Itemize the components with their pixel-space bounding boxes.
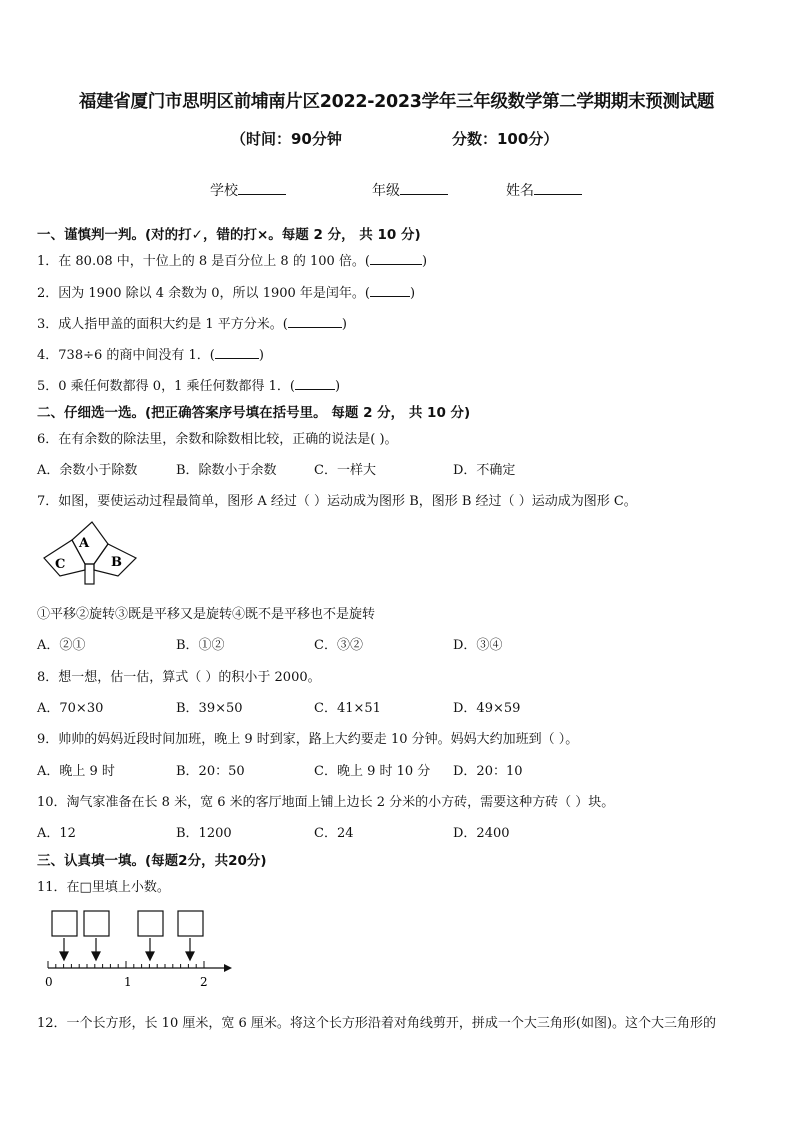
answer-blank[interactable] — [288, 315, 342, 328]
question-text: 3．成人指甲盖的面积大约是 1 平方分米。( — [37, 317, 288, 332]
option-a[interactable]: A．②① — [37, 638, 86, 653]
answer-blank[interactable] — [370, 284, 410, 297]
option-d[interactable]: D．不确定 — [453, 463, 516, 478]
question-text: 4．738÷6 的商中间没有 1．( — [37, 348, 215, 363]
question-7-choices: ①平移②旋转③既是平移又是旋转④既不是平移也不是旋转 — [37, 607, 376, 622]
answer-blank[interactable] — [370, 252, 422, 265]
option-d[interactable]: D．20：10 — [453, 764, 523, 779]
paren-close: ) — [421, 254, 428, 269]
number-line-figure — [38, 908, 238, 990]
school-blank[interactable] — [238, 180, 286, 195]
option-a[interactable]: A．晚上 9 时 — [37, 764, 115, 779]
option-a[interactable]: A．70×30 — [37, 701, 104, 716]
option-a[interactable]: A．余数小于除数 — [37, 463, 138, 478]
option-c[interactable]: C．一样大 — [314, 463, 376, 478]
question-text: 5．0 乘任何数都得 0，1 乘任何数都得 1．( — [37, 379, 295, 394]
tick-label-0: 0 — [45, 975, 53, 989]
option-b[interactable]: B．39×50 — [176, 701, 243, 716]
section3-heading: 三、认真填一填。(每题2分，共20分) — [37, 853, 267, 869]
section2-heading: 二、仔细选一选。(把正确答案序号填在括号里。 每题 2 分， 共 10 分) — [37, 405, 471, 421]
question-4 — [37, 344, 264, 363]
answer-blank[interactable] — [295, 377, 335, 390]
answer-box[interactable] — [52, 911, 77, 936]
section1-heading: 一、谨慎判一判。(对的打✓，错的打×。每题 2 分， 共 10 分) — [37, 227, 421, 243]
school-label: 学校 — [210, 183, 238, 199]
question-2 — [37, 282, 415, 301]
option-d[interactable]: D．2400 — [453, 826, 510, 841]
option-b[interactable]: B．1200 — [176, 826, 232, 841]
paren-close: ) — [341, 317, 347, 332]
option-d[interactable]: D．49×59 — [453, 701, 521, 716]
option-b[interactable]: B．除数小于余数 — [176, 463, 277, 478]
name-field — [506, 180, 582, 200]
school-field — [210, 180, 286, 200]
figure-label-c: C — [55, 557, 66, 572]
figure-label-a: A — [79, 536, 90, 551]
rotation-figure — [38, 520, 144, 586]
page-title: 福建省厦门市思明区前埔南片区2022-2023学年三年级数学第二学期期末预测试题 — [78, 92, 715, 112]
option-d[interactable]: D．③④ — [453, 638, 503, 653]
name-blank[interactable] — [534, 180, 582, 195]
question-7: 7．如图，要使运动过程最简单，图形 A 经过（ ）运动成为图形 B，图形 B 经过（ ）运动成为图形 C。 — [37, 494, 637, 509]
question-6: 6．在有余数的除法里，余数和除数相比较，正确的说法是( )。 — [37, 432, 398, 447]
tick-label-1: 1 — [124, 975, 132, 989]
exam-score: 分数：100分） — [452, 130, 559, 148]
question-1 — [37, 250, 427, 269]
paren-close: ) — [334, 379, 341, 394]
exam-time: （时间：90分钟 — [231, 130, 342, 148]
question-8: 8．想一想，估一估，算式（ ）的积小于 2000。 — [37, 670, 321, 685]
option-a[interactable]: A．12 — [37, 826, 76, 841]
question-9: 9．帅帅的妈妈近段时间加班，晚上 9 时到家，路上大约要走 10 分钟。妈妈大约加班到（ ）。 — [37, 732, 579, 747]
answer-box[interactable] — [138, 911, 163, 936]
name-label: 姓名 — [506, 183, 534, 199]
question-5 — [37, 375, 340, 394]
option-c[interactable]: C．24 — [314, 826, 354, 841]
question-text: 2．因为 1900 除以 4 余数为 0，所以 1900 年是闰年。( — [37, 286, 370, 301]
figure-label-b: B — [111, 555, 122, 570]
option-b[interactable]: B．①② — [176, 638, 225, 653]
answer-box[interactable] — [84, 911, 109, 936]
grade-label: 年级 — [372, 183, 400, 199]
answer-blank[interactable] — [215, 346, 259, 359]
option-c[interactable]: C．③② — [314, 638, 363, 653]
question-text: 1．在 80.08 中，十位上的 8 是百分位上 8 的 100 倍。( — [37, 254, 370, 269]
grade-field — [372, 180, 448, 200]
option-c[interactable]: C．晚上 9 时 10 分 — [314, 764, 431, 779]
tick-label-2: 2 — [200, 975, 208, 989]
paren-close: ) — [258, 348, 264, 363]
question-11: 11．在□里填上小数。 — [37, 880, 170, 895]
question-10: 10．淘气家准备在长 8 米，宽 6 米的客厅地面上铺上边长 2 分米的小方砖，需要这种方砖（ ）块。 — [37, 795, 615, 810]
question-3 — [37, 313, 347, 332]
grade-blank[interactable] — [400, 180, 448, 195]
option-c[interactable]: C．41×51 — [314, 701, 381, 716]
question-12: 12．一个长方形，长 10 厘米，宽 6 厘米。将这个长方形沿着对角线剪开，拼成一个大三角形(如图)。这个大三角形的 — [37, 1016, 717, 1031]
paren-close: ) — [409, 286, 416, 301]
option-b[interactable]: B．20：50 — [176, 764, 245, 779]
answer-box[interactable] — [178, 911, 203, 936]
